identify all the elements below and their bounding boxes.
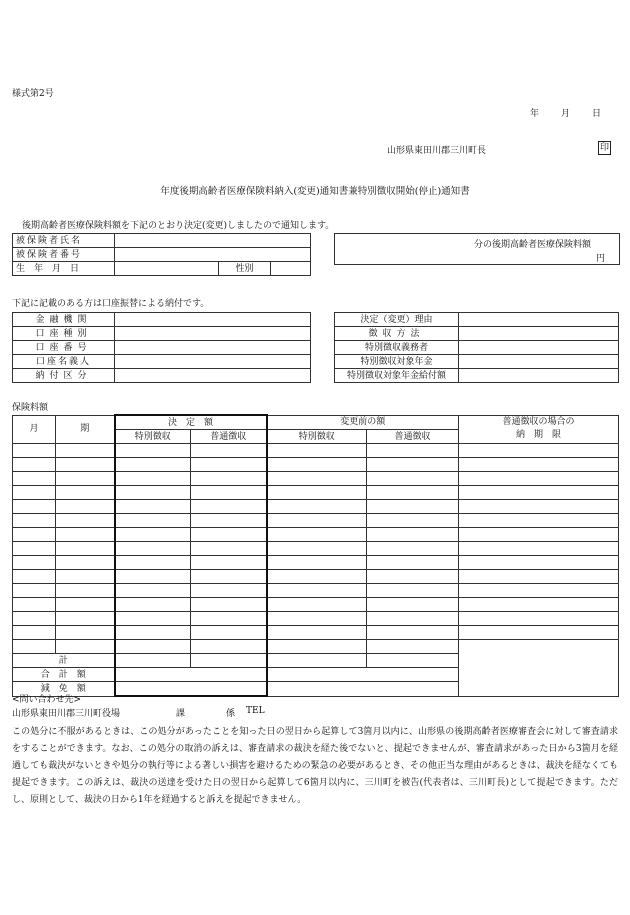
period-cell[interactable] — [56, 612, 115, 626]
decided-special-cell[interactable] — [115, 472, 191, 486]
month-cell[interactable] — [13, 598, 56, 612]
premium-row — [13, 486, 619, 500]
special-obligor-value[interactable] — [459, 341, 619, 355]
decided-normal-cell[interactable] — [191, 514, 267, 528]
reduction-decided-value[interactable] — [115, 682, 267, 697]
month-cell[interactable] — [13, 444, 56, 458]
premium-row — [13, 458, 619, 472]
deadline-cell[interactable] — [459, 598, 619, 612]
period-cell[interactable] — [56, 500, 115, 514]
before-special-cell[interactable] — [267, 640, 367, 654]
bank-table — [12, 312, 311, 383]
month-cell[interactable] — [13, 458, 56, 472]
deadline-cell[interactable] — [459, 514, 619, 528]
before-special-cell[interactable] — [267, 542, 367, 556]
date-year: 年 — [530, 109, 540, 119]
period-cell[interactable] — [56, 570, 115, 584]
decided-normal-cell[interactable] — [191, 542, 267, 556]
before-normal-cell[interactable] — [367, 528, 459, 542]
before-special-cell[interactable] — [267, 556, 367, 570]
insured-name-label: 被保険者氏名 — [13, 234, 115, 248]
decided-special-cell[interactable] — [115, 612, 191, 626]
before-special-cell[interactable] — [267, 486, 367, 500]
col-period-header: 期 — [56, 415, 115, 444]
contact-tel: TEL — [246, 706, 265, 716]
period-cell[interactable] — [56, 458, 115, 472]
contact-heading: <問い合わせ先> — [12, 695, 82, 705]
deadline-cell[interactable] — [459, 528, 619, 542]
before-normal-header: 普通徴収 — [367, 430, 459, 444]
total-label: 合 計 額 — [13, 668, 115, 682]
decision-reason-label: 決定（変更）理由 — [335, 313, 459, 327]
deadline-cell[interactable] — [459, 444, 619, 458]
decided-normal-cell[interactable] — [191, 570, 267, 584]
decided-normal-cell[interactable] — [191, 626, 267, 640]
month-cell[interactable] — [13, 514, 56, 528]
month-cell[interactable] — [13, 472, 56, 486]
before-special-cell[interactable] — [267, 514, 367, 528]
premium-row — [13, 584, 619, 598]
deadline-header-line2: 納 期 限 — [516, 430, 562, 441]
deadline-cell[interactable] — [459, 472, 619, 486]
annual-premium-box — [334, 233, 620, 265]
before-normal-cell[interactable] — [367, 612, 459, 626]
account-number-label: 口座番号 — [13, 341, 115, 355]
account-type-label: 口座種別 — [13, 327, 115, 341]
period-cell[interactable] — [56, 472, 115, 486]
premium-row — [13, 500, 619, 514]
subtotal-before-special[interactable] — [267, 654, 367, 668]
month-cell[interactable] — [13, 486, 56, 500]
before-normal-cell[interactable] — [367, 500, 459, 514]
deadline-cell[interactable] — [459, 612, 619, 626]
special-pension-label: 特別徴収対象年金 — [335, 355, 459, 369]
decided-special-cell[interactable] — [115, 584, 191, 598]
before-special-cell[interactable] — [267, 458, 367, 472]
before-special-cell[interactable] — [267, 626, 367, 640]
contact-unit: 係 — [226, 709, 236, 719]
premium-row — [13, 556, 619, 570]
decided-normal-cell[interactable] — [191, 612, 267, 626]
decided-normal-cell[interactable] — [191, 640, 267, 654]
decided-normal-cell[interactable] — [191, 528, 267, 542]
decided-special-cell[interactable] — [115, 514, 191, 528]
collection-method-value[interactable] — [459, 327, 619, 341]
before-special-cell[interactable] — [267, 570, 367, 584]
premium-row — [13, 598, 619, 612]
decided-special-cell[interactable] — [115, 626, 191, 640]
before-normal-cell[interactable] — [367, 514, 459, 528]
collection-method-label: 徴収方法 — [335, 327, 459, 341]
premium-row — [13, 612, 619, 626]
premium-row — [13, 626, 619, 640]
before-normal-cell[interactable] — [367, 486, 459, 500]
birth-date-label: 生 年 月 日 — [13, 262, 115, 276]
month-cell[interactable] — [13, 556, 56, 570]
appeal-notice: この処分に不服があるときは、この処分があったことを知った日の翌日から起算して3箇月以内に、山形県の後期高齢者医療審査会に対して審査請求をすることができます。なお、この処分の取消の訴えは、審査請求の裁決を経た後でないと、提起できませんが、審査請求があった日から3箇月を経過しても裁決がないときや処分の執行等による著しい損害を避けるための緊急の必要があるとき、その他正当な理由があるときは、裁決を経なくても提起できます。この訴えは、裁決の送達を受けた日の翌日から起算して6箇月以内に、三川町を被告(代表者は、三川町長)として提起できます。ただし、原則として、裁決の日から1年を経過すると訴えを提起できません。 — [12, 727, 619, 805]
pension-amount-label: 特別徴収対象年金給付額 — [335, 369, 459, 383]
deadline-cell[interactable] — [459, 486, 619, 500]
col-before-header: 変更前の額 — [267, 415, 459, 430]
deadline-cell[interactable] — [459, 556, 619, 570]
gender-value[interactable] — [271, 262, 311, 276]
premium-table — [12, 414, 619, 697]
period-cell[interactable] — [56, 514, 115, 528]
subtotal-decided-normal[interactable] — [191, 654, 267, 668]
decided-normal-cell[interactable] — [191, 458, 267, 472]
before-normal-cell[interactable] — [367, 472, 459, 486]
payment-category-label: 納付区分 — [13, 369, 115, 383]
decided-normal-cell[interactable] — [191, 598, 267, 612]
decided-special-cell[interactable] — [115, 556, 191, 570]
period-cell[interactable] — [56, 584, 115, 598]
decided-normal-cell[interactable] — [191, 556, 267, 570]
col-normal-deadline-header — [459, 415, 619, 444]
period-cell[interactable] — [56, 444, 115, 458]
subtotal-decided-special[interactable] — [115, 654, 191, 668]
before-normal-cell[interactable] — [367, 556, 459, 570]
month-cell[interactable] — [13, 640, 56, 654]
before-special-cell[interactable] — [267, 584, 367, 598]
intro-text: 後期高齢者医療保険料額を下記のとおり決定(変更)しましたので通知します。 — [22, 221, 335, 231]
total-before-value[interactable] — [267, 668, 459, 682]
subtotal-before-normal[interactable] — [367, 654, 459, 668]
account-holder-label: 口座名義人 — [13, 355, 115, 369]
payment-category-value[interactable] — [115, 369, 311, 383]
insured-name-value[interactable] — [115, 234, 311, 248]
before-normal-cell[interactable] — [367, 542, 459, 556]
pension-amount-value[interactable] — [459, 369, 619, 383]
decided-normal-cell[interactable] — [191, 584, 267, 598]
premium-row — [13, 570, 619, 584]
reduction-before-value[interactable] — [267, 682, 459, 697]
period-cell[interactable] — [56, 542, 115, 556]
before-normal-cell[interactable] — [367, 598, 459, 612]
decision-table — [334, 312, 619, 383]
period-cell[interactable] — [56, 598, 115, 612]
decided-special-cell[interactable] — [115, 486, 191, 500]
period-cell[interactable] — [56, 556, 115, 570]
insured-number-label: 被保険者番号 — [13, 248, 115, 262]
page-title: 年度後期高齢者医療保険料納入(変更)通知書兼特別徴収開始(停止)通知書 — [160, 186, 470, 197]
premium-row — [13, 472, 619, 486]
month-cell[interactable] — [13, 570, 56, 584]
bank-institution-value[interactable] — [115, 313, 311, 327]
before-special-cell[interactable] — [267, 598, 367, 612]
decided-special-cell[interactable] — [115, 444, 191, 458]
contact-office: 山形県東田川郡三川町役場 — [12, 709, 121, 719]
annual-premium-unit: 円 — [595, 254, 605, 264]
month-cell[interactable] — [13, 500, 56, 514]
account-number-value[interactable] — [115, 341, 311, 355]
period-cell[interactable] — [56, 486, 115, 500]
month-cell[interactable] — [13, 626, 56, 640]
before-normal-cell[interactable] — [367, 570, 459, 584]
month-cell[interactable] — [13, 584, 56, 598]
period-cell[interactable] — [56, 626, 115, 640]
account-type-value[interactable] — [115, 327, 311, 341]
premium-row — [13, 542, 619, 556]
deadline-cell[interactable] — [459, 542, 619, 556]
before-special-cell[interactable] — [267, 444, 367, 458]
contact-section: 課 — [176, 709, 186, 719]
annual-premium-label: 分の後期高齢者医療保険料額 — [473, 240, 591, 250]
month-cell[interactable] — [13, 612, 56, 626]
premium-row — [13, 514, 619, 528]
insured-table — [12, 233, 311, 276]
deadline-cell[interactable] — [459, 458, 619, 472]
special-obligor-label: 特別徴収義務者 — [335, 341, 459, 355]
deadline-cell[interactable] — [459, 570, 619, 584]
decided-normal-cell[interactable] — [191, 500, 267, 514]
before-special-header: 特別徴収 — [267, 430, 367, 444]
premium-row — [13, 444, 619, 458]
before-special-cell[interactable] — [267, 528, 367, 542]
before-normal-cell[interactable] — [367, 626, 459, 640]
deadline-cell[interactable] — [459, 640, 619, 697]
special-pension-value[interactable] — [459, 355, 619, 369]
deadline-header-line1: 普通徴収の場合の — [502, 417, 575, 428]
before-special-cell[interactable] — [267, 612, 367, 626]
premium-body — [13, 444, 619, 697]
deadline-cell[interactable] — [459, 626, 619, 640]
before-normal-cell[interactable] — [367, 458, 459, 472]
decided-special-cell[interactable] — [115, 570, 191, 584]
decided-normal-cell[interactable] — [191, 486, 267, 500]
bank-transfer-note: 下記に記載のある方は口座振替による納付です。 — [12, 299, 210, 309]
total-decided-value[interactable] — [115, 668, 267, 682]
period-cell[interactable] — [56, 640, 115, 654]
birth-date-value[interactable] — [115, 262, 219, 276]
decided-special-cell[interactable] — [115, 542, 191, 556]
issuer-name: 山形県東田川郡三川町長 — [387, 146, 487, 156]
decided-special-header: 特別徴収 — [115, 430, 191, 444]
decided-special-cell[interactable] — [115, 500, 191, 514]
col-decided-header: 決 定 額 — [115, 415, 267, 430]
insured-number-value[interactable] — [115, 248, 311, 262]
decided-special-cell[interactable] — [115, 528, 191, 542]
seal-mark: 印 — [599, 143, 609, 153]
period-cell[interactable] — [56, 528, 115, 542]
decision-reason-value[interactable] — [459, 313, 619, 327]
account-holder-value[interactable] — [115, 355, 311, 369]
gender-label: 性別 — [219, 262, 271, 276]
month-cell[interactable] — [13, 528, 56, 542]
bank-institution-label: 金融機関 — [13, 313, 115, 327]
decided-special-cell[interactable] — [115, 640, 191, 654]
before-special-cell[interactable] — [267, 500, 367, 514]
before-normal-cell[interactable] — [367, 640, 459, 654]
col-month-header: 月 — [13, 415, 56, 444]
deadline-cell[interactable] — [459, 584, 619, 598]
premium-row — [13, 528, 619, 542]
premium-row — [13, 640, 619, 654]
decided-normal-header: 普通徴収 — [191, 430, 267, 444]
deadline-cell[interactable] — [459, 500, 619, 514]
before-normal-cell[interactable] — [367, 584, 459, 598]
form-number: 様式第2号 — [12, 89, 54, 99]
decided-special-cell[interactable] — [115, 598, 191, 612]
decided-special-cell[interactable] — [115, 458, 191, 472]
reduction-label: 減 免 額 — [13, 682, 115, 697]
decided-normal-cell[interactable] — [191, 472, 267, 486]
month-cell[interactable] — [13, 542, 56, 556]
decided-normal-cell[interactable] — [191, 444, 267, 458]
premium-section-label: 保険料額 — [12, 403, 49, 413]
date-day: 日 — [592, 109, 602, 119]
before-special-cell[interactable] — [267, 472, 367, 486]
date-month: 月 — [561, 109, 571, 119]
subtotal-label: 計 — [13, 654, 115, 668]
before-normal-cell[interactable] — [367, 444, 459, 458]
